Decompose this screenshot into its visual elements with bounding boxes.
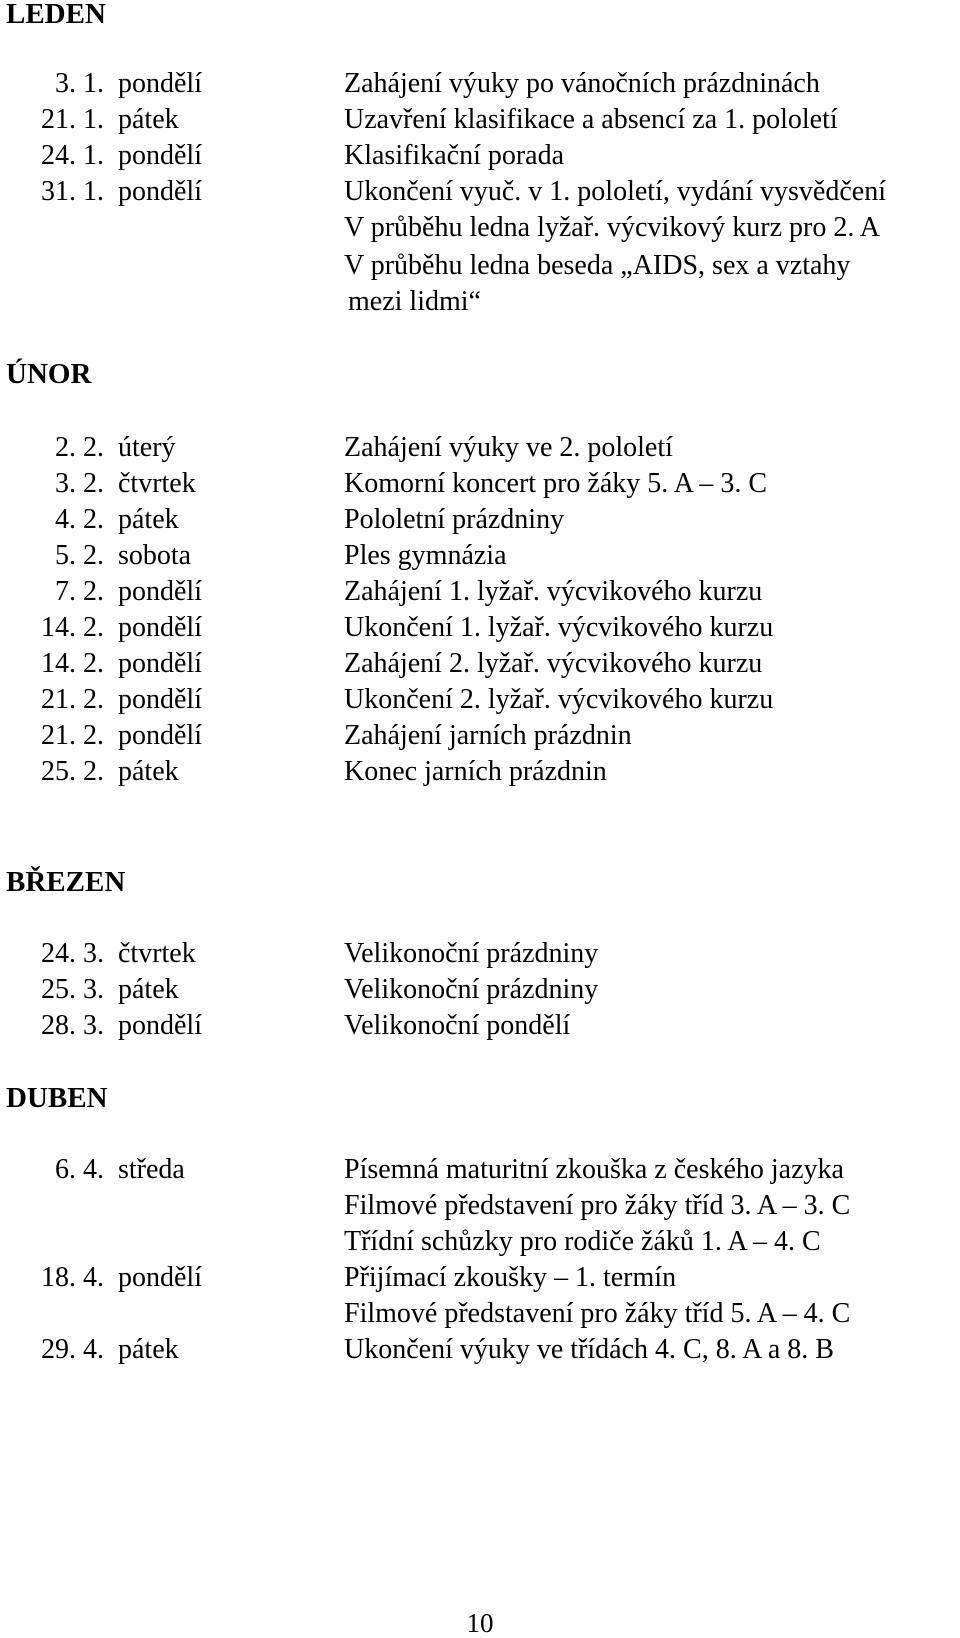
list-item bbox=[0, 718, 960, 754]
event-description: Filmové představení pro žáky tříd 3. A – 3. C bbox=[344, 1190, 851, 1221]
event-description: Přijímací zkoušky – 1. termín bbox=[344, 1262, 677, 1293]
event-date: 4. 2. bbox=[55, 504, 104, 535]
list-item bbox=[0, 1260, 960, 1296]
event-date: 2. 2. bbox=[55, 432, 104, 463]
event-day: úterý bbox=[118, 432, 176, 463]
list-item bbox=[0, 66, 960, 102]
event-description: V průběhu ledna lyžař. výcvikový kurz pro 2. A bbox=[344, 212, 881, 243]
event-day: pondělí bbox=[118, 684, 202, 715]
list-item bbox=[0, 1152, 960, 1188]
event-day: pondělí bbox=[118, 612, 202, 643]
event-day: pondělí bbox=[118, 720, 202, 751]
month-heading-duben: DUBEN bbox=[6, 1082, 108, 1114]
event-description: Zahájení výuky po vánočních prázdninách bbox=[344, 68, 820, 99]
event-date: 31. 1. bbox=[41, 176, 104, 207]
event-day: pátek bbox=[118, 104, 179, 135]
event-description: Třídní schůzky pro rodiče žáků 1. A – 4. C bbox=[344, 1226, 821, 1257]
event-day: pondělí bbox=[118, 1262, 202, 1293]
event-day: pátek bbox=[118, 504, 179, 535]
list-item bbox=[0, 646, 960, 682]
event-date: 25. 3. bbox=[41, 974, 104, 1005]
list-item bbox=[0, 248, 960, 284]
event-description: Komorní koncert pro žáky 5. A – 3. C bbox=[344, 468, 768, 499]
event-date: 18. 4. bbox=[41, 1262, 104, 1293]
event-description: Zahájení 1. lyžař. výcvikového kurzu bbox=[344, 576, 763, 607]
event-date: 14. 2. bbox=[41, 612, 104, 643]
event-description: Uzavření klasifikace a absencí za 1. pololetí bbox=[344, 104, 838, 135]
event-date: 25. 2. bbox=[41, 756, 104, 787]
event-date: 28. 3. bbox=[41, 1010, 104, 1041]
event-date: 3. 2. bbox=[55, 468, 104, 499]
event-day: pondělí bbox=[118, 648, 202, 679]
event-date: 7. 2. bbox=[55, 576, 104, 607]
event-description: Konec jarních prázdnin bbox=[344, 756, 607, 787]
event-day: pondělí bbox=[118, 576, 202, 607]
event-description: Ukončení výuky ve třídách 4. C, 8. A a 8. B bbox=[344, 1334, 834, 1365]
event-date: 24. 3. bbox=[41, 938, 104, 969]
list-item bbox=[0, 682, 960, 718]
event-date: 3. 1. bbox=[55, 68, 104, 99]
event-day: pondělí bbox=[118, 68, 202, 99]
event-day: středa bbox=[118, 1154, 185, 1185]
list-item bbox=[0, 936, 960, 972]
event-date: 21. 2. bbox=[41, 720, 104, 751]
event-day: pátek bbox=[118, 756, 179, 787]
event-day: čtvrtek bbox=[118, 468, 196, 499]
event-date: 6. 4. bbox=[55, 1154, 104, 1185]
event-description: Písemná maturitní zkouška z českého jazyka bbox=[344, 1154, 844, 1185]
event-description: Velikonoční prázdniny bbox=[344, 974, 599, 1005]
month-heading-brezen: BŘEZEN bbox=[6, 866, 126, 898]
event-date: 24. 1. bbox=[41, 140, 104, 171]
list-item bbox=[0, 502, 960, 538]
event-day: pondělí bbox=[118, 140, 202, 171]
event-description: Velikonoční pondělí bbox=[344, 1010, 571, 1041]
event-description: Zahájení výuky ve 2. pololetí bbox=[344, 432, 673, 463]
list-item bbox=[0, 466, 960, 502]
event-description: Ples gymnázia bbox=[344, 540, 507, 571]
event-description: Ukončení 2. lyžař. výcvikového kurzu bbox=[344, 684, 774, 715]
event-date: 21. 2. bbox=[41, 684, 104, 715]
event-description: Filmové představení pro žáky tříd 5. A – 4. C bbox=[344, 1298, 851, 1329]
month-heading-unor: ÚNOR bbox=[6, 358, 92, 390]
event-description: Ukončení vyuč. v 1. pololetí, vydání vysvědčení bbox=[344, 176, 886, 207]
list-item bbox=[0, 430, 960, 466]
list-item bbox=[0, 174, 960, 210]
event-date: 5. 2. bbox=[55, 540, 104, 571]
event-date: 14. 2. bbox=[41, 648, 104, 679]
list-item bbox=[0, 102, 960, 138]
event-description: Velikonoční prázdniny bbox=[344, 938, 599, 969]
event-description: Klasifikační porada bbox=[344, 140, 565, 171]
list-item bbox=[0, 284, 960, 320]
list-item bbox=[0, 1332, 960, 1368]
event-day: pátek bbox=[118, 974, 179, 1005]
list-item bbox=[0, 610, 960, 646]
event-date: 29. 4. bbox=[41, 1334, 104, 1365]
page-number: 10 bbox=[466, 1608, 494, 1638]
list-item bbox=[0, 972, 960, 1008]
list-item bbox=[0, 210, 960, 246]
list-item bbox=[0, 1008, 960, 1044]
event-day: pondělí bbox=[118, 1010, 202, 1041]
list-item bbox=[0, 574, 960, 610]
event-description: Zahájení jarních prázdnin bbox=[344, 720, 632, 751]
event-description: Zahájení 2. lyžař. výcvikového kurzu bbox=[344, 648, 763, 679]
list-item bbox=[0, 1296, 960, 1332]
event-description: Pololetní prázdniny bbox=[344, 504, 565, 535]
event-day: pondělí bbox=[118, 176, 202, 207]
event-date: 21. 1. bbox=[41, 104, 104, 135]
list-item bbox=[0, 1224, 960, 1260]
month-heading-leden: LEDEN bbox=[6, 0, 106, 30]
event-day: pátek bbox=[118, 1334, 179, 1365]
event-description: V průběhu ledna beseda „AIDS, sex a vztahy bbox=[344, 250, 851, 281]
event-description: mezi lidmi“ bbox=[348, 286, 481, 317]
list-item bbox=[0, 754, 960, 790]
list-item bbox=[0, 138, 960, 174]
list-item bbox=[0, 538, 960, 574]
event-day: čtvrtek bbox=[118, 938, 196, 969]
event-description: Ukončení 1. lyžař. výcvikového kurzu bbox=[344, 612, 774, 643]
list-item bbox=[0, 1188, 960, 1224]
event-day: sobota bbox=[118, 540, 192, 571]
